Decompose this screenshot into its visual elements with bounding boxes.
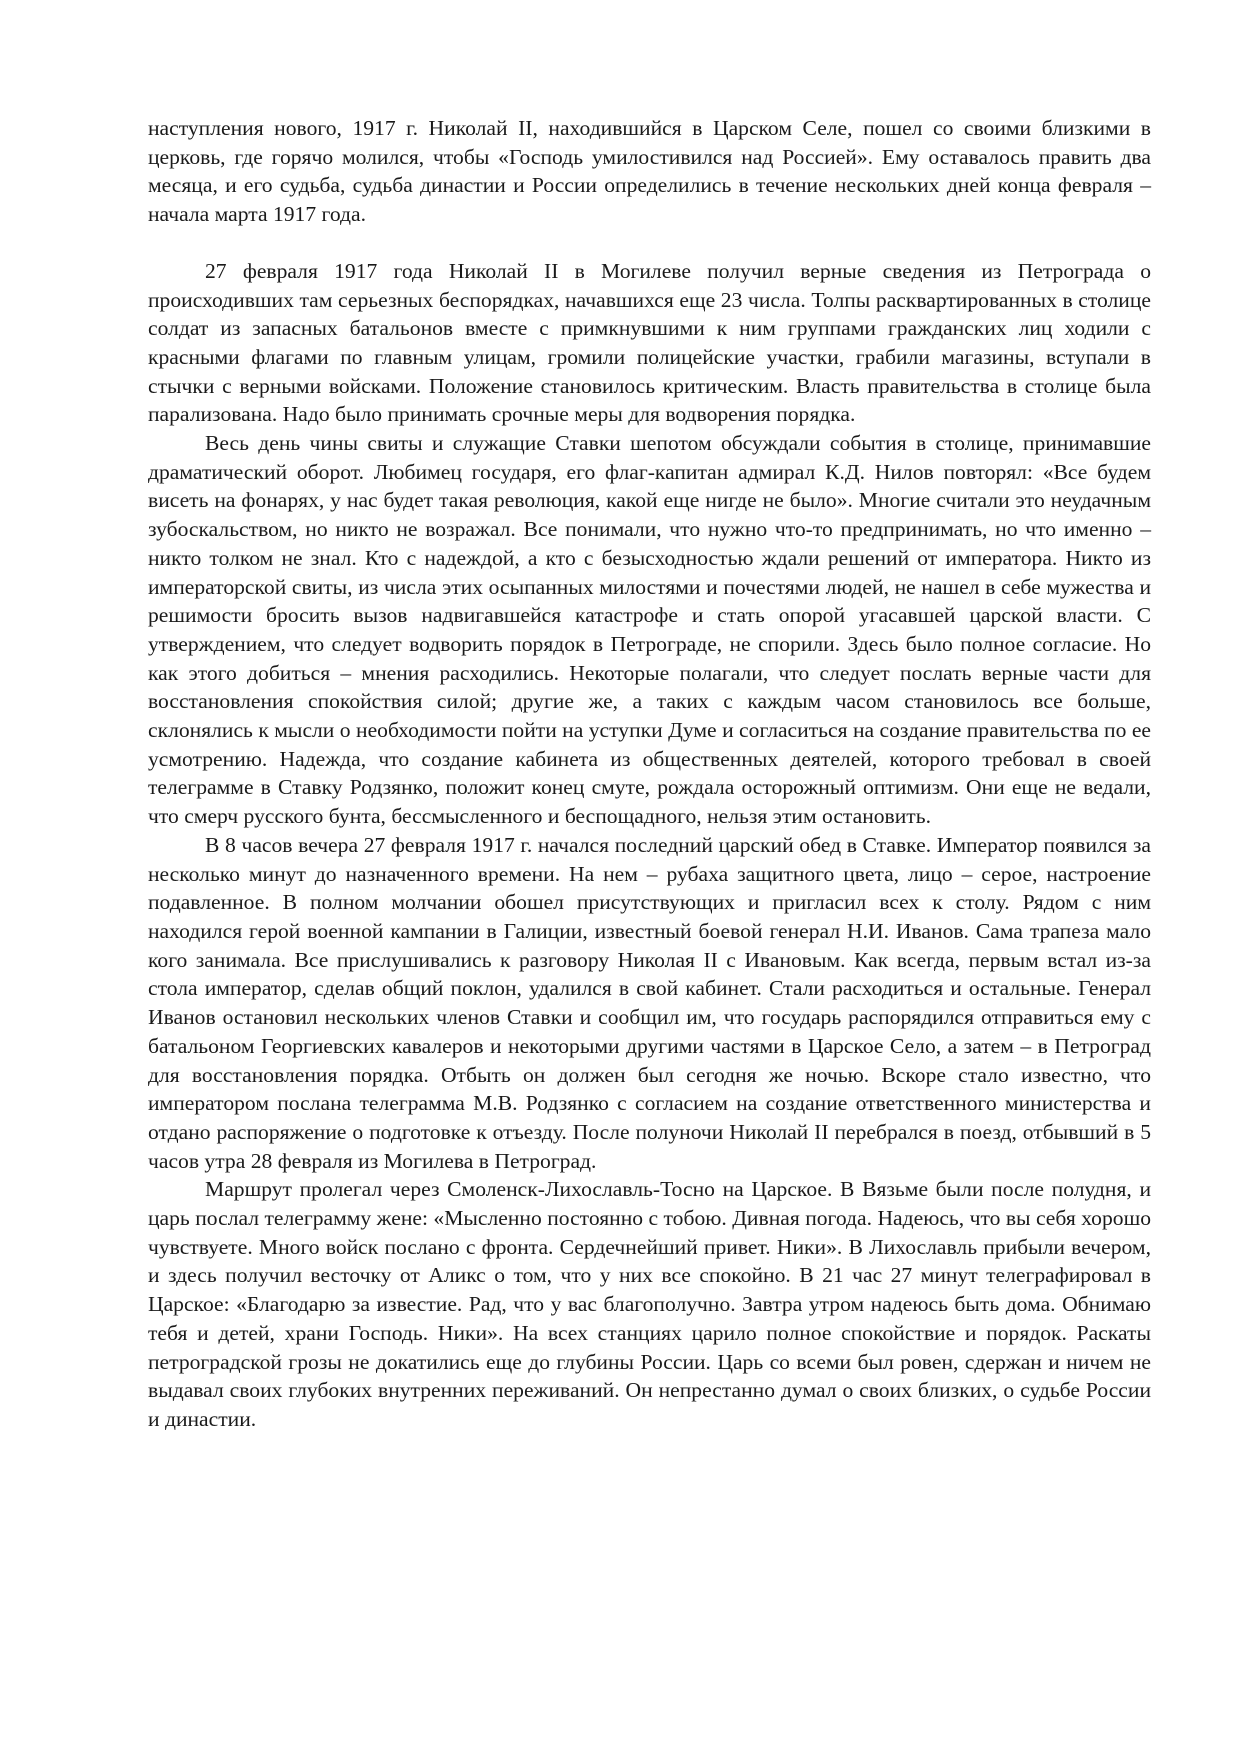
paragraph-5: Маршрут пролегал через Смоленск-Лихославль-Тосно на Царское. В Вязьме были после полудня, и царь послал телеграмму жене: «Мысленно постоянно с тобою. Дивная погода. Надеюсь, что вы себя хорошо чувствуете. Много войск послано с фронта. Сердечнейший привет. Ники». В Лихославль прибыли вечером, и здесь получил весточку от Аликс о том, что у них все спокойно. В 21 час 27 минут телеграфировал в Царское: «Благодарю за известие. Рад, что у вас благополучно. Завтра утром надеюсь быть дома. Обнимаю тебя и детей, храни Господь. Ники». На всех станциях царило полное спокойствие и порядок. Раскаты петроградской грозы не докатились еще до глубины России. Царь со всеми был ровен, сдержан и ничем не выдавал своих глубоких внутренних переживаний. Он непрестанно думал о своих близких, о судьбе России и династии. (148, 1177, 1151, 1431)
paragraph-1: наступления нового, 1917 г. Николай II, находившийся в Царском Селе, пошел со своими близкими в церковь, где горячо молился, чтобы «Господь умилостивился над Россией». Ему оставалось править два месяца, и его судьба, судьба династии и России определились в течение нескольких дней конца февраля – начала марта 1917 года. (148, 116, 1151, 227)
paragraph-3: Весь день чины свиты и служащие Ставки шепотом обсуждали события в столице, принимавшие драматический оборот. Любимец государя, его флаг-капитан адмирал К.Д. Нилов повторял: «Все будем висеть на фонарях, у нас будет такая революция, какой еще нигде не было». Многие считали это неудачным зубоскальством, но никто не возражал. Все понимали, что нужно что-то предпринимать, но что именно – никто толком не знал. Кто с надеждой, а кто с безысходностью ждали решений от императора. Никто из императорской свиты, из числа этих осыпанных милостями и почестями людей, не нашел в себе мужества и решимости бросить вызов надвигавшейся катастрофе и стать опорой угасавшей царской власти. С утверждением, что следует водворить порядок в Петрограде, не спорили. Здесь было полное согласие. Но как этого добиться – мнения расходились. Некоторые полагали, что следует послать верные части для восстановления спокойствия силой; другие же, а таких с каждым часом становилось все больше, склонялись к мысли о необходимости пойти на уступки Думе и согласиться на создание правительства по ее усмотрению. Надежда, что создание кабинета из общественных деятелей, которого требовал в своей телеграмме в Ставку Родзянко, положит конец смуте, рождала осторожный оптимизм. Они еще не ведали, что смерч русского бунта, бессмысленного и беспощадного, нельзя этим остановить. (148, 431, 1151, 829)
paragraph-4: В 8 часов вечера 27 февраля 1917 г. начался последний царский обед в Ставке. Император появился за несколько минут до назначенного времени. На нем – рубаха защитного цвета, лицо – серое, настроение подавленное. В полном молчании обошел присутствующих и пригласил всех к столу. Рядом с ним находился герой военной кампании в Галиции, известный боевой генерал Н.И. Иванов. Сама трапеза мало кого занимала. Все прислушивались к разговору Николая II с Ивановым. Как всегда, первым встал из-за стола император, сделав общий поклон, удалился в свой кабинет. Стали расходиться и остальные. Генерал Иванов остановил нескольких членов Ставки и сообщил им, что государь распорядился отправиться ему с батальоном Георгиевских кавалеров и некоторыми другими частями в Царское Село, а затем – в Петроград для восстановления порядка. Отбыть он должен был сегодня же ночью. Вскоре стало известно, что императором послана телеграмма М.В. Родзянко с согласием на создание ответственного министерства и отдано распоряжение о подготовке к отъезду. После полуночи Николай II перебрался в поезд, отбывший в 5 часов утра 28 февраля из Могилева в Петроград. (148, 832, 1151, 1173)
document-page (148, 114, 1151, 1434)
paragraph-2: 27 февраля 1917 года Николай II в Могилеве получил верные сведения из Петрограда о происходивших там серьезных беспорядках, начавшихся еще 23 числа. Толпы расквартированных в столице солдат из запасных батальонов вместе с примкнувшими к ним группами гражданских лиц ходили с красными флагами по главным улицам, громили полицейские участки, грабили магазины, вступали в стычки с верными войсками. Положение становилось критическим. Власть правительства в столице была парализована. Надо было принимать срочные меры для водворения порядка. (148, 258, 1151, 427)
